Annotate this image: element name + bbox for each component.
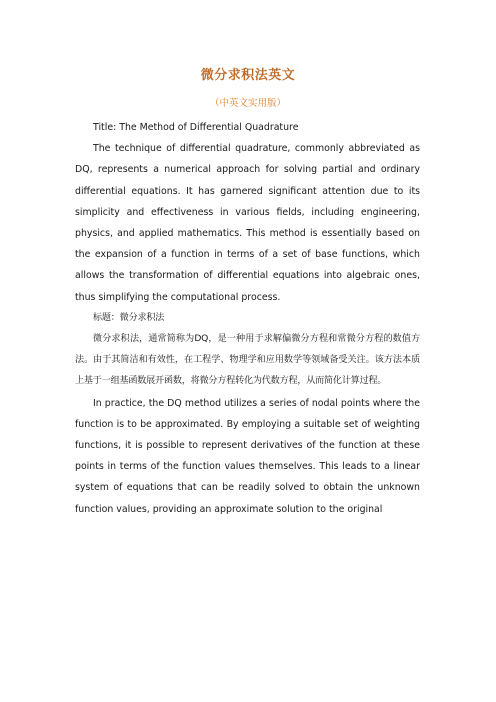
document-body — [75, 117, 420, 520]
chinese-paragraph-intro: 微分求积法，通常简称为DQ，是一种用于求解偏微分方程和常微分方程的数值方法。由于其简洁和有效性，在工程学、物理学和应用数学等领域备受关注。该方法本质上基于一组基函数展开函数，将微分方程转化为代数方程，从而简化计算过程。 — [75, 334, 420, 387]
chinese-title-line: 标题：微分求积法 — [93, 312, 165, 323]
document-title: 微分求积法英文 — [200, 68, 296, 83]
english-paragraph-intro: The technique of differential quadrature, commonly abbreviated as DQ, represents a numerical approach for solving partial and ordinary differential equations. It has garnered significant attention due to its simplicity and effectiveness in various fields, including engineering, physics, and applied mathematics. This method is essentially based on the expansion of a function in terms of a set of base functions, which allows the transformation of differential equations into algebraic ones, thus simplifying the computational process. — [75, 143, 420, 303]
document-subtitle: （中英文实用版） — [209, 98, 286, 109]
english-paragraph-practice: In practice, the DQ method utilizes a series of nodal points where the function is to be approximated. By employing a suitable set of weighting functions, it is possible to represent derivatives of the function at these points in terms of the function values themselves. This leads to a linear system of equations that can be readily solved to obtain the unknown function values, providing an approximate solution to the original — [75, 397, 420, 515]
english-title-line: Title: The Method of Differential Quadrature — [93, 122, 299, 133]
